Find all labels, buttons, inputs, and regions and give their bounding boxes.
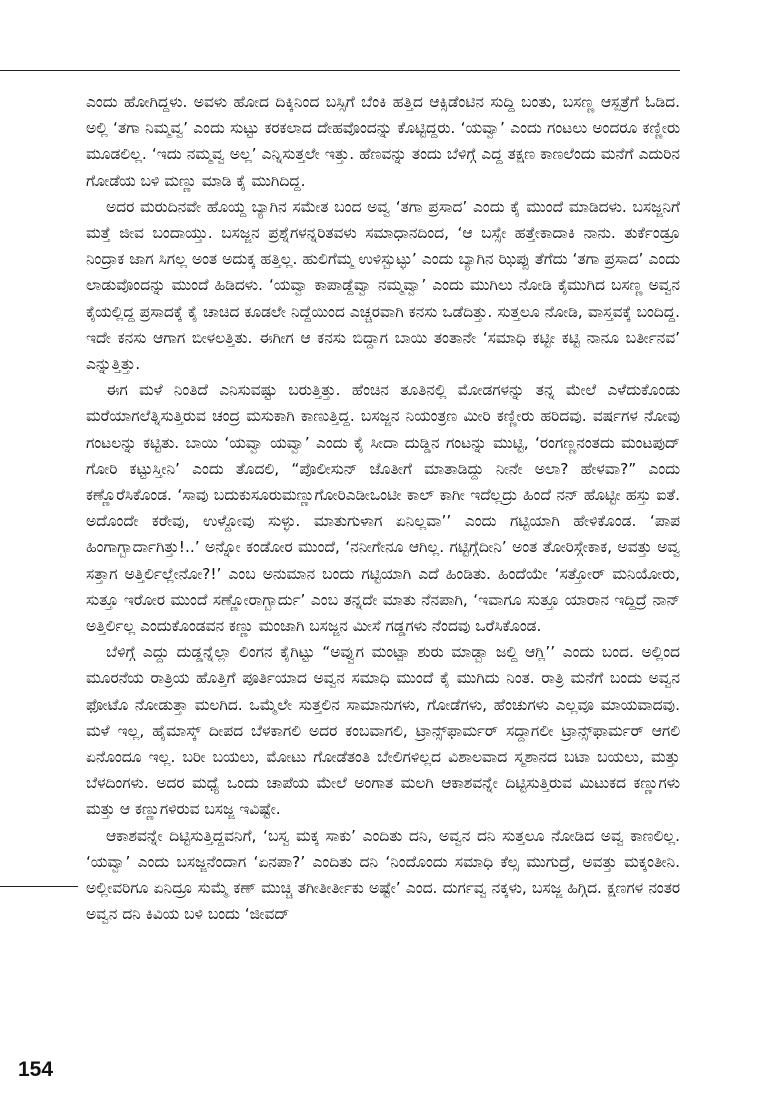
footer-rule (0, 886, 78, 887)
paragraph: ಅದರ ಮರುದಿನವೇ ಹೊಯ್ದ ಬ್ಯಾಗಿನ ಸಮೇತ ಬಂದ ಅವ್ವ ‘ತಗಾ ಪ್ರಸಾದ’ ಎಂದು ಕೈ ಮುಂದೆ ಮಾಡಿದಳು. ಬಸಜ್ಜನಿಗೆ ಮತ್ತೆ ಜೀವ ಬಂದಾಯ್ತು. ಬಸಜ್ಜನ ಪ್ರಶ್ನೆಗಳನ್ನರಿತವಳು ಸಮಾಧಾನದಿಂದ, ‘ಆ ಬಸ್ಸೇ ಹತ್ತೇಕಾದಾಕಿ ನಾನು. ತುರ್ಕೆಂಡ್ರೂ ನಿಂದ್ರಾಕ ಜಾಗ ಸಿಗಲ್ಲ ಅಂತ ಅದುಕ್ಕ ಹತ್ತಿಲ್ಲ. ಹುಲಿಗೆಮ್ಮ ಉಳಿಸ್ಬುಟ್ಳು’ ಎಂದು ಬ್ಯಾಗಿನ ಝಿಪ್ಪು ತೆಗೆದು ‘ತಗಾ ಪ್ರಸಾದ’ ಎಂದು ಲಾಡುವೊಂದನ್ನು ಮುಂದೆ ಹಿಡಿದಳು. ‘ಯವ್ವಾ ಕಾಪಾಡ್ದೆವ್ವಾ ನಮ್ಮವ್ವಾ’ ಎಂದು ಮುಗಿಲು ನೋಡಿ ಕೈಮುಗಿದ ಬಸಣ್ಣ ಅವ್ವನ ಕೈಯಲ್ಲಿದ್ದ ಪ್ರಸಾದಕ್ಕೆ ಕೈ ಚಾಚಿದ ಕೂಡಲೇ ನಿದ್ದೆಯಿಂದ ಎಚ್ಚರವಾಗಿ ಕನಸು ಒಡೆದಿತ್ತು. ಸುತ್ತಲೂ ನೋಡಿ, ವಾಸ್ತವಕ್ಕೆ ಬಂದಿದ್ದ. ಇದೇ ಕನಸು ಆಗಾಗ ಬೀಳಲತ್ತಿತು. ಈಗೀಗ ಆ ಕನಸು ಬಿದ್ದಾಗ ಬಾಯಿ ತಂತಾನೇ ‘ಸಮಾಧಿ ಕಟ್ಟೀ ಕಟ್ಟಿ ನಾನೂ ಬರ್ತೀನವ’ ಎನ್ನುತ್ತಿತ್ತು. (86, 197, 680, 374)
page-body (86, 89, 680, 928)
paragraph: ಎಂದು ಹೋಗಿದ್ದಳು. ಅವಳು ಹೋದ ದಿಕ್ಕಿನಿಂದ ಬಸ್ಸಿಗೆ ಬೆಂಕಿ ಹತ್ತಿದ ಆಕ್ಸಿಡೆಂಟಿನ ಸುದ್ದಿ ಬಂತು, ಬಸಣ್ಣ ಆಸ್ಪತ್ರೆಗೆ ಓಡಿದ. ಅಲ್ಲಿ ‘ತಗಾ ನಿಮ್ಮವ್ವ’ ಎಂದು ಸುಟ್ಟು ಕರಕಲಾದ ದೇಹವೊಂದನ್ನು ಕೊಟ್ಟಿದ್ದರು. ‘ಯವ್ವಾ’ ಎಂದು ಗಂಟಲು ಅಂದರೂ ಕಣ್ಣೀರು ಮೂಡಲಿಲ್ಲ. ‘ಇದು ನಮ್ಮವ್ವ ಅಲ್ಲ’ ಎನ್ನಿಸುತ್ತಲೇ ಇತ್ತು. ಹೆಣವನ್ನು ತಂದು ಬೆಳಿಗ್ಗೆ ಎದ್ದ ತಕ್ಷಣ ಕಾಣಲೆಂದು ಮನೆಗೆ ಎದುರಿನ ಗೋಡೆಯ ಬಳಿ ಮಣ್ಣು ಮಾಡಿ ಕೈ ಮುಗಿದಿದ್ದ. (86, 93, 680, 190)
paragraph: ಈಗ ಮಳೆ ನಿಂತಿದೆ ಎನಿಸುವಷ್ಟು ಬರುತ್ತಿತ್ತು. ಹೆಂಚಿನ ತೂತಿನಲ್ಲಿ ಮೋಡಗಳನ್ನು ತನ್ನ ಮೇಲೆ ಎಳೆದುಕೊಂಡು ಮರೆಯಾಗಲೆತ್ನಿಸುತ್ತಿರುವ ಚಂದ್ರ ಮಸುಕಾಗಿ ಕಾಣುತ್ತಿದ್ದ. ಬಸಜ್ಜನ ನಿಯಂತ್ರಣ ಮೀರಿ ಕಣ್ಣೀರು ಹರಿದವು. ವರ್ಷಗಳ ನೋವು ಗಂಟಲನ್ನು ಕಟ್ಟಿತು. ಬಾಯಿ ‘ಯವ್ವಾ ಯವ್ವಾ’ ಎಂದು ಕೈ ಸೀದಾ ದುಡ್ಡಿನ ಗಂಟನ್ನು ಮುಟ್ಟಿ, ‘ರಂಗಣ್ಣನಂತದು ಮಂಟಪುದ್ ಗೋರಿ ಕಟ್ಟುಸ್ತೀನಿ’ ಎಂದು ತೊದಲಿ, “ಪೊಲೀಸುನ್ ಜೊತೀಗೆ ಮಾತಾಡಿದ್ದು ನೀನೇ ಅಲಾ? ಹೇಳವಾ?” ಎಂದು ಕಣ್ಣೊರೆಸಿಕೊಂಡ. ‘ಸಾವು ಬದುಕುಸೂರುಮಣ್ಣುಗೋರಿಎಡೀಒಂಟೀ ಕಾಲ್ ಕಾಗೀ ಇದೆಲ್ಲದ್ರು ಹಿಂದೆ ನನ್ ಹೊಟ್ಟೀ ಹಸ್ತು ಐತೆ. ಅದೊಂದೇ ಕರೇವು, ಉಳ್ದೋವು ಸುಳ್ಳು. ಮಾತುಗುಳಾಗ ಏನಿಲ್ಲವಾ’’ ಎಂದು ಗಟ್ಟಿಯಾಗಿ ಹೇಳಿಕೊಂಡ. ‘ಪಾಪ ಹಿಂಗಾಗ್ಬಾರ್ದಾಗಿತ್ತು!..’ ಅನ್ನೋ ಕಂಡೋರ ಮುಂದೆ, ‘ನನೀಗೇನೂ ಆಗಿಲ್ಲ. ಗಟ್ಟಿಗ್ಗೆದೀನಿ’ ಅಂತ ತೋರಿಸ್ಗೇಕಾಕ, ಅವತ್ತು ಅವ್ವ ಸತ್ತಾಗ ಅತ್ತಿರ್ಲಿಲ್ಲೇನೋ?!’ ಎಂಬ ಅನುಮಾನ ಬಂದು ಗಟ್ಟಿಯಾಗಿ ಎದೆ ಹಿಂಡಿತು. ಹಿಂದೆಯೇ ‘ಸತ್ತೋರ್ ಮನಿಯೋರು, ಸುತ್ತೂ ಇರೋರ ಮುಂದೆ ಸಣ್ಣೋರಾಗ್ಬಾರ್ದು’ ಎಂಬ ತನ್ನದೇ ಮಾತು ನೆನಪಾಗಿ, ‘ಇವಾಗೂ ಸುತ್ತೂ ಯಾರಾನ ಇದ್ದಿದ್ರೆ ನಾನ್ ಅತ್ತಿರ್ಲಿಲ್ಲ ಎಂದುಕೊಂಡವನ ಕಣ್ಣು ಮಂಜಾಗಿ ಬಸಜ್ಜನ ಮೀಸೆ ಗಡ್ಡಗಳು ನೆಂದವು ಒರೆಸಿಕೊಂಡ. (86, 381, 680, 636)
paragraph: ಬೆಳಿಗ್ಗೆ ಎದ್ದು ದುಡ್ಡನ್ನೆಲ್ಲಾ ಲಿಂಗನ ಕೈಗಿಟ್ಟು “ಅವ್ವುಗ ಮಂಟ್ಪಾ ಶುರು ಮಾಡ್ಬಾ ಜಲ್ದಿ ಆಗ್ಲಿ’’ ಎಂದು ಬಂದ. ಅಲ್ಲಿಂದ ಮೂರನೆಯ ರಾತ್ರಿಯ ಹೊತ್ತಿಗೆ ಪೂರ್ತಿಯಾದ ಅವ್ವನ ಸಮಾಧಿ ಮುಂದೆ ಕೈ ಮುಗಿದು ನಿಂತ. ರಾತ್ರಿ ಮನೆಗೆ ಬಂದು ಅವ್ವನ ಫೋಟೊ ನೋಡುತ್ತಾ ಮಲಗಿದ. ಒಮ್ಮೆಲೇ ಸುತ್ತಲಿನ ಸಾಮಾನುಗಳು, ಗೋಡೆಗಳು, ಹೆಂಚುಗಳು ಎಲ್ಲವೂ ಮಾಯವಾದವು. ಮಳೆ ಇಲ್ಲ, ಹೈಮಾಸ್ಕ್ ದೀಪದ ಬೆಳಕಾಗಲಿ ಅದರ ಕಂಬವಾಗಲಿ, ಟ್ರಾನ್ಸ್‌ಫಾರ್ಮರ್ ಸದ್ದಾಗಲೀ ಟ್ರಾನ್ಸ್‌ಫಾರ್ಮರ್ ಆಗಲಿ ಏನೊಂದೂ ಇಲ್ಲ. ಬರೀ ಬಯಲು, ಮೋಟು ಗೋಡೆತಂತಿ ಬೇಲಿಗಳಿಲ್ಲದ ವಿಶಾಲವಾದ ಸ್ಮಶಾನದ ಬಟಾ ಬಯಲು, ಮತ್ತು ಬೆಳದಿಂಗಳು. ಅದರ ಮಧ್ಯೆ ಒಂದು ಚಾಪೆಯ ಮೇಲೆ ಅಂಗಾತ ಮಲಗಿ ಆಕಾಶವನ್ನೇ ದಿಟ್ಟಿಸುತ್ತಿರುವ ಮಿಟುಕದ ಕಣ್ಣುಗಳು ಮತ್ತು ಆ ಕಣ್ಣುಗಳಿರುವ ಬಸಜ್ಜ ಇವಿಷ್ಟೇ. (86, 643, 680, 819)
paragraph: ಆಕಾಶವನ್ನೇ ದಿಟ್ಟಿಸುತ್ತಿದ್ದವನಿಗೆ, ‘ಬಸ್ವ ಮಕ್ಕ ಸಾಕು’ ಎಂದಿತು ದನಿ, ಅವ್ವನ ದನಿ ಸುತ್ತಲೂ ನೋಡಿದ ಅವ್ವ ಕಾಣಲಿಲ್ಲ. ‘ಯವ್ವಾ’ ಎಂದು ಬಸಜ್ಜನೆಂದಾಗ ‘ಏನಪಾ?’ ಎಂದಿತು ದನಿ ‘ನಿಂದೊಂದು ಸಮಾಧಿ ಕೆಲ್ಸ ಮುಗುದ್ರೆ, ಅವತ್ತು ಮಕ್ಕಂತೀನಿ. ಅಲ್ಲೀವರಿಗೂ ಏನಿದ್ರೂ ಸುಮ್ಮೆ ಕಣ್ ಮುಚ್ಚಿ ತಗೀತೀರ್ತೀಕು ಅಷ್ಟೇ’ ಎಂದ. ದುರ್ಗವ್ವ ನಕ್ಕಳು, ಬಸಜ್ಜ ಹಿಗ್ಗಿದ. ಕ್ಷಣಗಳ ನಂತರ ಅವ್ವನ ದನಿ ಕಿವಿಯ ಬಳಿ ಬಂದು ‘ಜೀವದ್ (86, 826, 680, 924)
header-rule (0, 70, 680, 71)
page-number: 154 (18, 1058, 54, 1081)
